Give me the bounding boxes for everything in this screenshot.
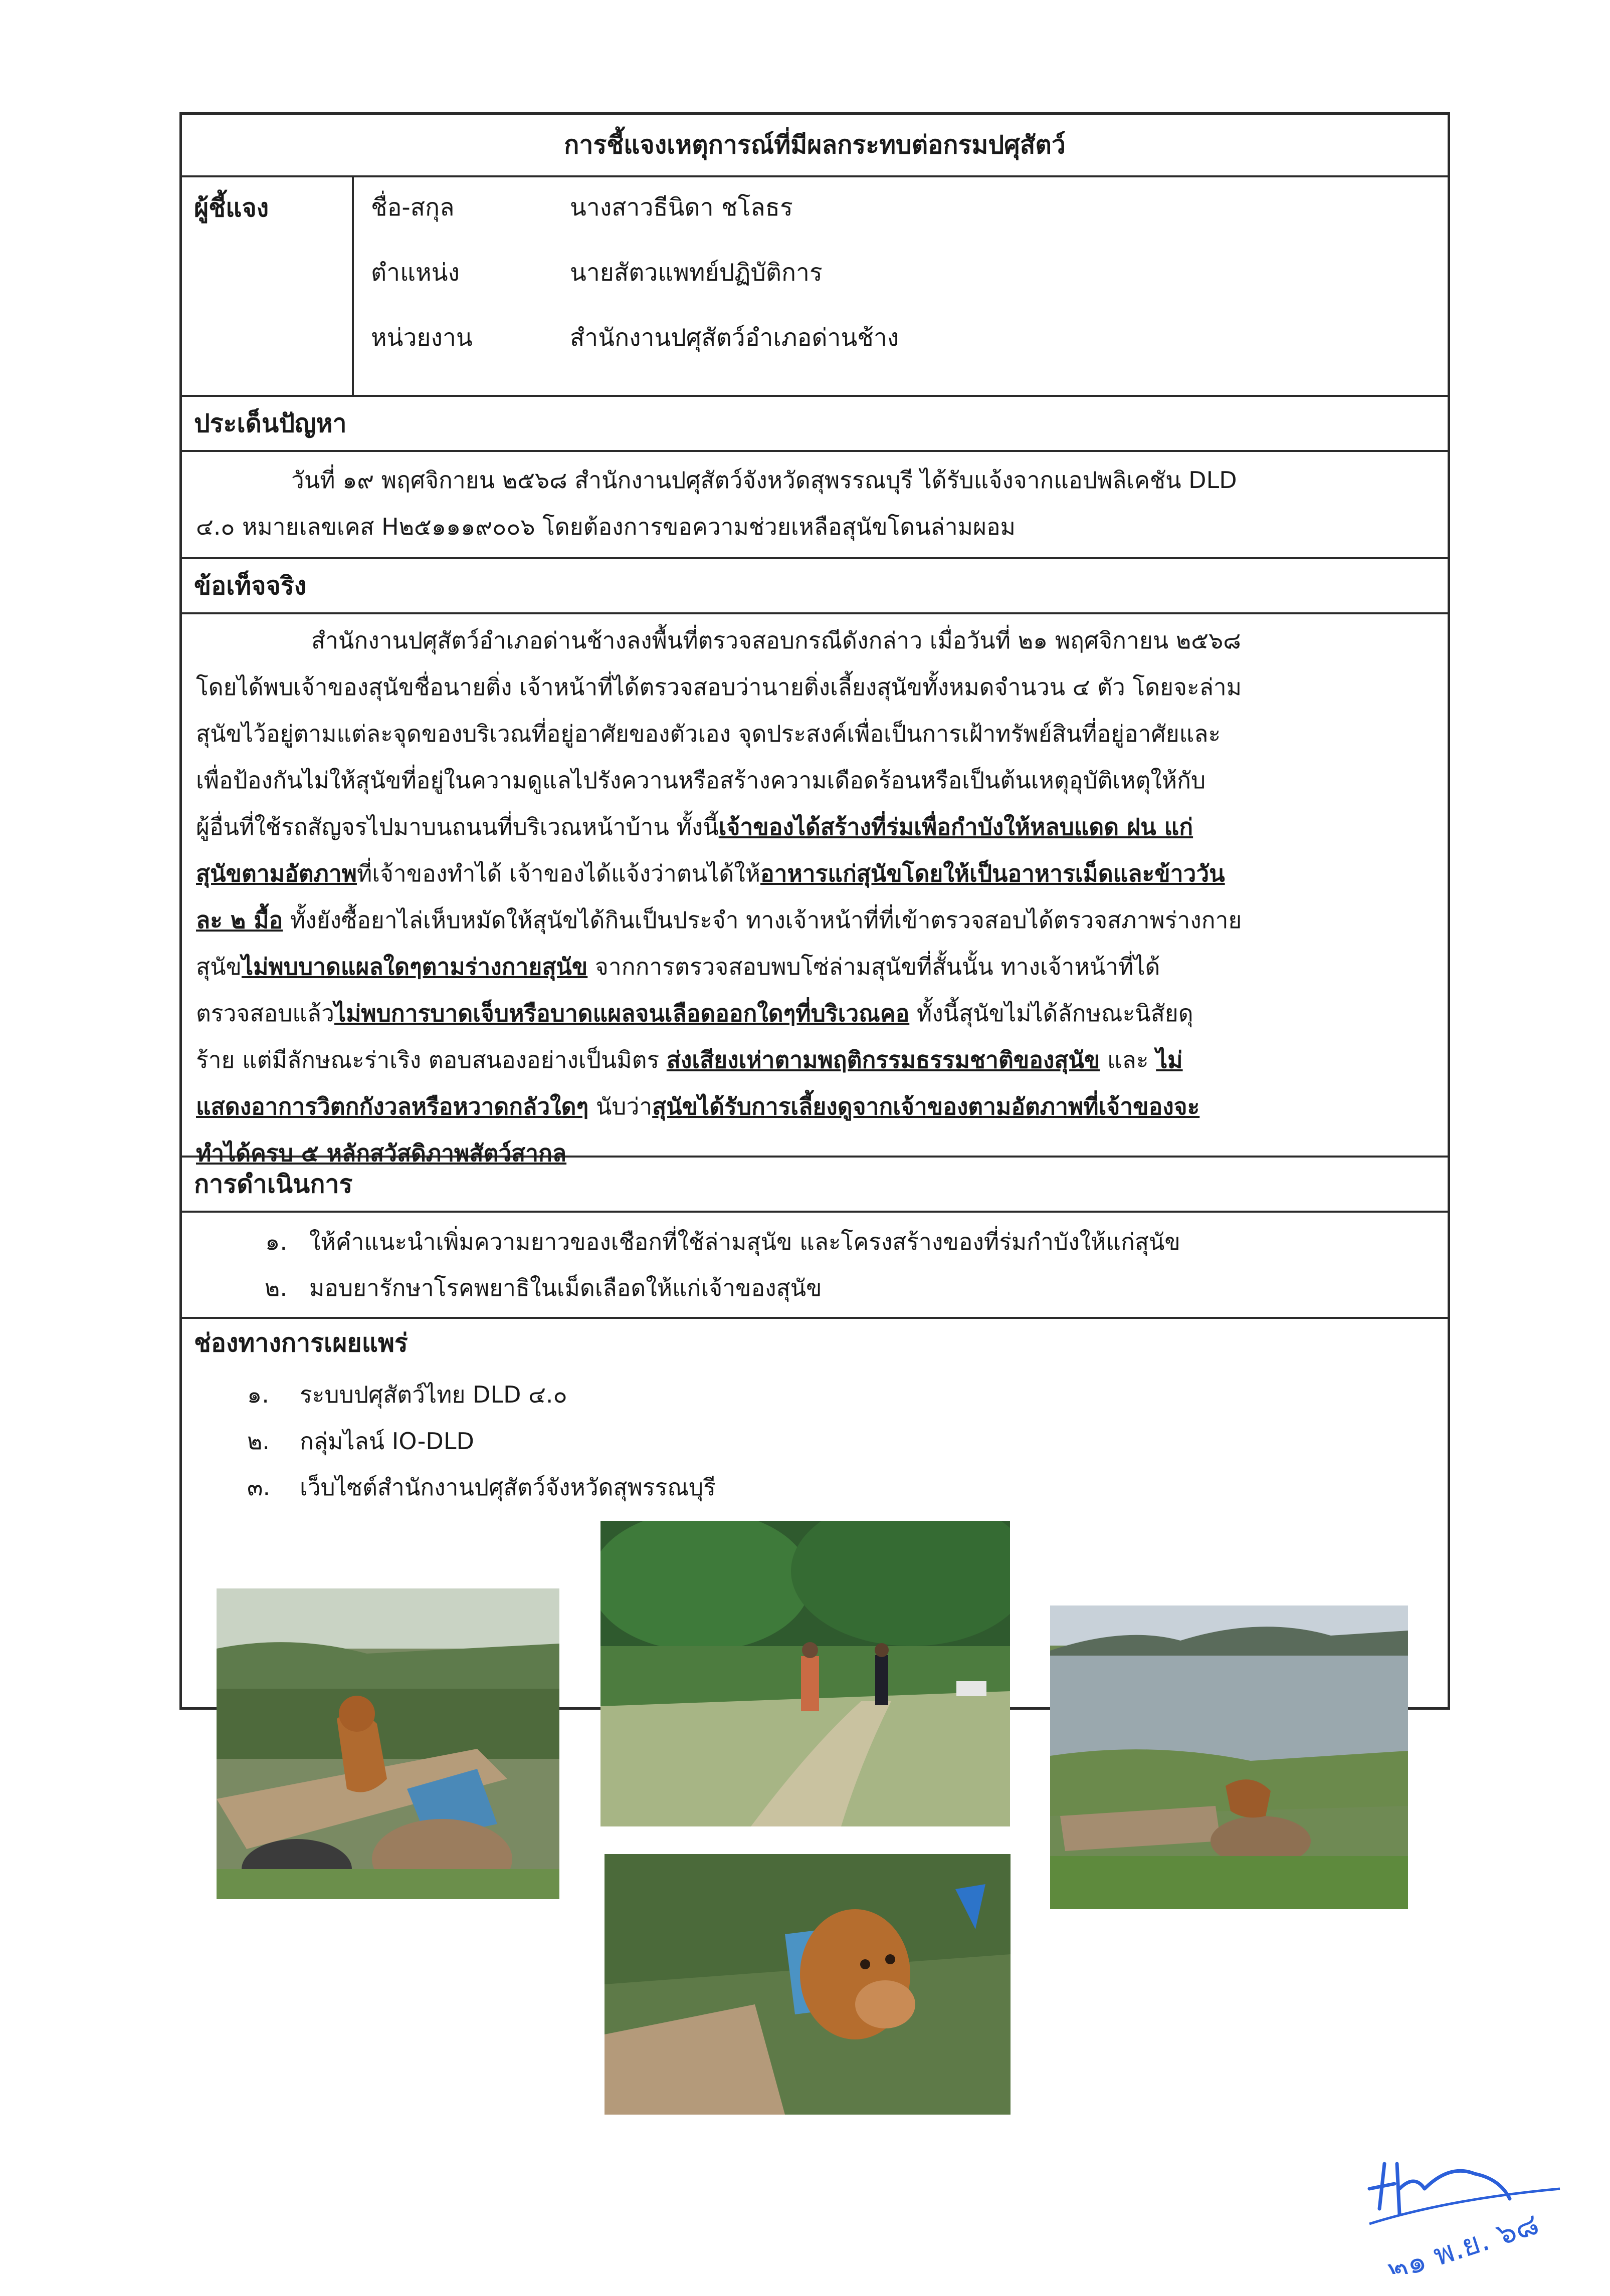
facts-emphasis: ไม่พบการบาดเจ็บหรือบาดแผลจนเลือดออกใดๆที่บริเวณคอ: [334, 1000, 910, 1027]
field-key: ชื่อ-สกุล: [371, 193, 455, 221]
action-item: [182, 1219, 1448, 1265]
dog-closeup-blue-collar-photo: [605, 1854, 1011, 2115]
facts-text: ตรวจสอบแล้ว: [196, 1000, 334, 1027]
action-text: มอบยารักษาโรคพยาธิในเม็ดเลือดให้แก่เจ้าของสุนัข: [309, 1274, 822, 1301]
field-key: หน่วยงาน: [371, 324, 473, 352]
channel-text: ระบบปศุสัตว์ไทย DLD ๔.๐: [300, 1381, 567, 1408]
issue-line: วันที่ ๑๙ พฤศจิกายน ๒๕๖๘ สำนักงานปศุสัตว์จังหวัดสุพรรณบุรี ได้รับแจ้งจากแอปพลิเคชัน DLD: [291, 467, 1237, 494]
channel-number: ๒.: [247, 1428, 270, 1455]
channel-number: ๑.: [247, 1381, 269, 1408]
facts-text: ที่เจ้าของทำได้ เจ้าของได้แจ้งว่าตนได้ให้: [356, 860, 760, 887]
facts-emphasis: สุนัขได้รับการเลี้ยงดูจากเจ้าของตามอัตภาพที่เจ้าของจะ: [652, 1093, 1200, 1120]
facts-emphasis: ไม่พบบาดแผลใดๆตามร่างกายสุนัข: [241, 953, 588, 980]
facts-line: [196, 897, 1434, 944]
action-text: ให้คำแนะนำเพิ่มความยาวของเชือกที่ใช้ล่ามสุนัข และโครงสร้างของที่ร่มกำบังให้แก่สุนัข: [309, 1228, 1180, 1255]
form-title: การชี้แจงเหตุการณ์ที่มีผลกระทบต่อกรมปศุสัตว์: [182, 115, 1448, 177]
facts-text: สุนัข: [196, 953, 242, 980]
field-value: สำนักงานปศุสัตว์อำเภอด่านช้าง: [570, 324, 899, 352]
reporter-label: ผู้ชี้แจง: [182, 177, 354, 395]
actions-heading: การดำเนินการ: [182, 1158, 1448, 1213]
facts-line: [196, 850, 1434, 897]
handwritten-signature: [1349, 2144, 1570, 2276]
facts-text: ทั้งยังซื้อยาไล่เห็บหมัดให้สุนัขได้กินเป็นประจำ ทางเจ้าหน้าที่ที่เข้าตรวจสอบได้ตรวจสภาพร่างกาย: [283, 906, 1242, 934]
action-number: ๒.: [265, 1274, 287, 1301]
reporter-agency-field: [371, 319, 1448, 384]
action-number: ๑.: [265, 1228, 287, 1255]
actions-list: [182, 1213, 1448, 1319]
issue-line: ๔.๐ หมายเลขเคส H๒๕๑๑๑๙๐๐๖ โดยต้องการขอความช่วยเหลือสุนัขโดนล่ามผอม: [196, 513, 1016, 540]
reporter-fields: [354, 177, 1448, 395]
facts-emphasis: อาหารแก่สุนัขโดยให้เป็นอาหารเม็ดและข้าววัน: [760, 860, 1225, 887]
facts-emphasis: สุนัขตามอัตภาพ: [196, 860, 357, 887]
signature-date: ๒๑ พ.ย. ๖๘: [1383, 2206, 1543, 2274]
facts-text: นับว่า: [588, 1093, 653, 1120]
dog-on-wooden-plank-photo: [217, 1588, 559, 1899]
facts-text: จากการตรวจสอบพบโซ่ล่ามสุนัขที่สั้นนั้น ทางเจ้าหน้าที่ได้: [587, 953, 1160, 980]
facts-line: [196, 944, 1434, 990]
channels-heading: ช่องทางการเผยแพร่: [194, 1328, 408, 1357]
facts-emphasis: ส่งเสียงเห่าตามพฤติกรรมธรรมชาติของสุนัข: [666, 1046, 1100, 1073]
facts-emphasis: ไม่: [1156, 1046, 1183, 1073]
facts-emphasis: ละ ๒ มื้อ: [196, 906, 283, 934]
facts-heading: ข้อเท็จจริง: [182, 559, 1448, 614]
facts-line: สำนักงานปศุสัตว์อำเภอด่านช้างลงพื้นที่ตรวจสอบกรณีดังกล่าว เมื่อวันที่ ๒๑ พฤศจิกายน ๒๕๖๘: [311, 627, 1241, 654]
facts-line: เพื่อป้องกันไม่ให้สุนัขที่อยู่ในความดูแลไปรังควานหรือสร้างความเดือดร้อนหรือเป็นต้นเหตุอุบัติเหตุให้กับ: [196, 767, 1206, 794]
field-value: นายสัตวแพทย์ปฏิบัติการ: [570, 259, 823, 287]
facts-line: [196, 804, 1434, 850]
facts-line: [196, 1083, 1434, 1130]
field-value: นางสาวธีนิดา ชโลธร: [570, 193, 793, 221]
reporter-name-field: [371, 188, 1448, 254]
facts-emphasis: เจ้าของได้สร้างที่ร่มเพื่อกำบังให้หลบแดด ฝน แก่: [718, 813, 1193, 840]
report-form: [179, 112, 1450, 1710]
channel-number: ๓.: [247, 1474, 271, 1501]
officials-inspecting-yard-photo: [600, 1521, 1010, 1826]
channel-item: [247, 1423, 474, 1460]
facts-text: ผู้อื่นที่ใช้รถสัญจรไปมาบนถนนที่บริเวณหน้าบ้าน ทั้งนี้: [196, 813, 719, 840]
facts-body: [182, 614, 1448, 1167]
channel-item: [247, 1376, 567, 1413]
dog-by-lakeside-photo: [1050, 1605, 1408, 1909]
reporter-position-field: [371, 254, 1448, 319]
channel-item: [247, 1469, 716, 1506]
facts-text: ร้าย แต่มีลักษณะร่าเริง ตอบสนองอย่างเป็นมิตร: [196, 1046, 667, 1073]
facts-line: สุนัขไว้อยู่ตามแต่ละจุดของบริเวณที่อยู่อาศัยของตัวเอง จุดประสงค์เพื่อเป็นการเฝ้าทรัพย์สินที่อยู่อาศัยและ: [196, 720, 1221, 747]
facts-text: ทั้งนี้สุนัขไม่ได้ลักษณะนิสัยดุ: [909, 1000, 1193, 1027]
issue-heading: ประเด็นปัญหา: [182, 397, 1448, 452]
field-key: ตำแหน่ง: [371, 259, 460, 287]
channel-text: เว็บไซต์สำนักงานปศุสัตว์จังหวัดสุพรรณบุรี: [300, 1474, 716, 1501]
facts-line: [196, 990, 1434, 1037]
reporter-section: [182, 177, 1448, 397]
facts-line: โดยได้พบเจ้าของสุนัขชื่อนายติ่ง เจ้าหน้าที่ได้ตรวจสอบว่านายติ่งเลี้ยงสุนัขทั้งหมดจำนวน ๔ ตัว โดยจะล่าม: [196, 673, 1242, 701]
channel-text: กลุ่มไลน์ IO-DLD: [300, 1428, 474, 1455]
facts-emphasis: แสดงอาการวิตกกังวลหรือหวาดกลัวใดๆ: [196, 1093, 589, 1120]
action-item: [182, 1265, 1448, 1311]
facts-text: และ: [1100, 1046, 1156, 1073]
issue-body: [182, 452, 1448, 559]
facts-line: [196, 1037, 1434, 1083]
facts-line: ทำได้ครบ ๕ หลักสวัสดิภาพสัตว์สากล: [196, 1139, 567, 1167]
